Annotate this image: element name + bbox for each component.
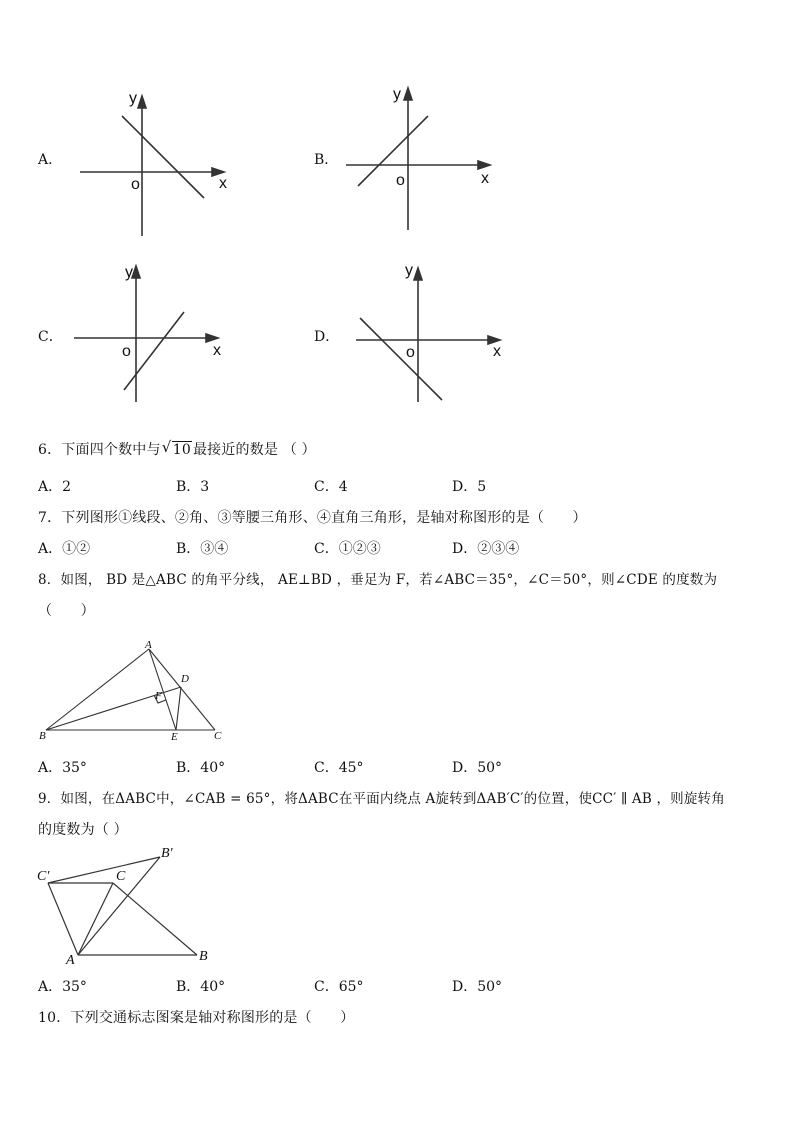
q9-label-c-prime: C′ (37, 869, 50, 884)
graph-d-letter: D． (314, 329, 340, 345)
graph-c-y-label: y (125, 264, 133, 281)
graph-b-x-label: x (481, 170, 489, 187)
q7-option-d: D．②③④ (452, 541, 520, 557)
q8-label-f: F (155, 690, 162, 702)
q8-label-a: A (145, 639, 152, 651)
q9-side-bc (113, 883, 197, 955)
q9-stem-line2: 的度数为（ ） (38, 822, 128, 838)
q6-option-b: B．3 (176, 479, 210, 495)
graph-a-origin-label: o (131, 176, 140, 193)
q8-label-d: D (181, 673, 189, 685)
q8-option-b: B．40° (176, 760, 226, 776)
q7-stem: 7．下列图形①线段、②角、③等腰三角形、④直角三角形，是轴对称图形的是（ ） (38, 510, 587, 526)
graph-d-x-label: x (493, 343, 501, 360)
q8-option-c: C．45° (314, 760, 364, 776)
q9-label-b-prime: B′ (161, 846, 173, 861)
q9-option-d: D．50° (452, 979, 503, 995)
q6-radicand: 10 (172, 442, 191, 458)
q9-label-a: A (66, 953, 75, 968)
q9-side-ac-prime (48, 883, 78, 955)
q6-stem-prefix: 6．下面四个数中与 (38, 442, 161, 458)
graph-d-y-label: y (405, 262, 413, 279)
graph-a-y-label: y (129, 90, 137, 107)
q6-sqrt: √ 10 (161, 438, 191, 458)
q6-option-c: C．4 (314, 479, 348, 495)
graph-a-x-label: x (219, 175, 227, 192)
graph-a-letter: A． (38, 152, 63, 168)
graph-c-origin-label: o (122, 343, 131, 360)
q7-option-c: C．①②③ (314, 541, 381, 557)
q9-label-c: C (116, 869, 126, 884)
graph-b-letter: B． (314, 152, 339, 168)
q6-option-d: D．5 (452, 479, 487, 495)
q9-option-c: C．65° (314, 979, 364, 995)
q9-stem-line1: 9．如图，在ΔABC中，∠CAB = 65°，将ΔABC在平面内绕点 A旋转到ΔAB′C′的位置，使CC′ ∥ AB ，则旋转角 (38, 791, 725, 807)
q8-stem-line2: （ ） (38, 603, 95, 619)
q9-option-b: B．40° (176, 979, 226, 995)
q7-option-b: B．③④ (176, 541, 229, 557)
q8-label-c: C (214, 730, 222, 742)
q8-label-e: E (171, 731, 178, 743)
q8-option-d: D．50° (452, 760, 503, 776)
q9-option-a: A．35° (38, 979, 87, 995)
graph-d-origin-label: o (406, 344, 415, 361)
q7-option-a: A．①② (38, 541, 91, 557)
q9-label-b: B (199, 949, 208, 964)
q8-option-a: A．35° (38, 760, 87, 776)
q6-option-a: A．2 (38, 479, 72, 495)
q8-stem-line1: 8．如图， BD 是△ABC 的角平分线， AE⊥BD ，垂足为 F，若∠ABC＝35°，∠C＝50°，则∠CDE 的度数为 (38, 572, 718, 588)
graph-c-x-label: x (213, 342, 221, 359)
q10-stem: 10．下列交通标志图案是轴对称图形的是（ ） (38, 1010, 355, 1026)
graph-b-origin-label: o (396, 172, 405, 189)
q9-side-b-prime-c-prime (48, 857, 160, 883)
q8-label-b: B (39, 730, 46, 742)
q6-stem-suffix: 最接近的数是 （ ） (192, 442, 316, 458)
graph-c-letter: C． (38, 329, 63, 345)
graph-b-y-label: y (393, 86, 401, 103)
